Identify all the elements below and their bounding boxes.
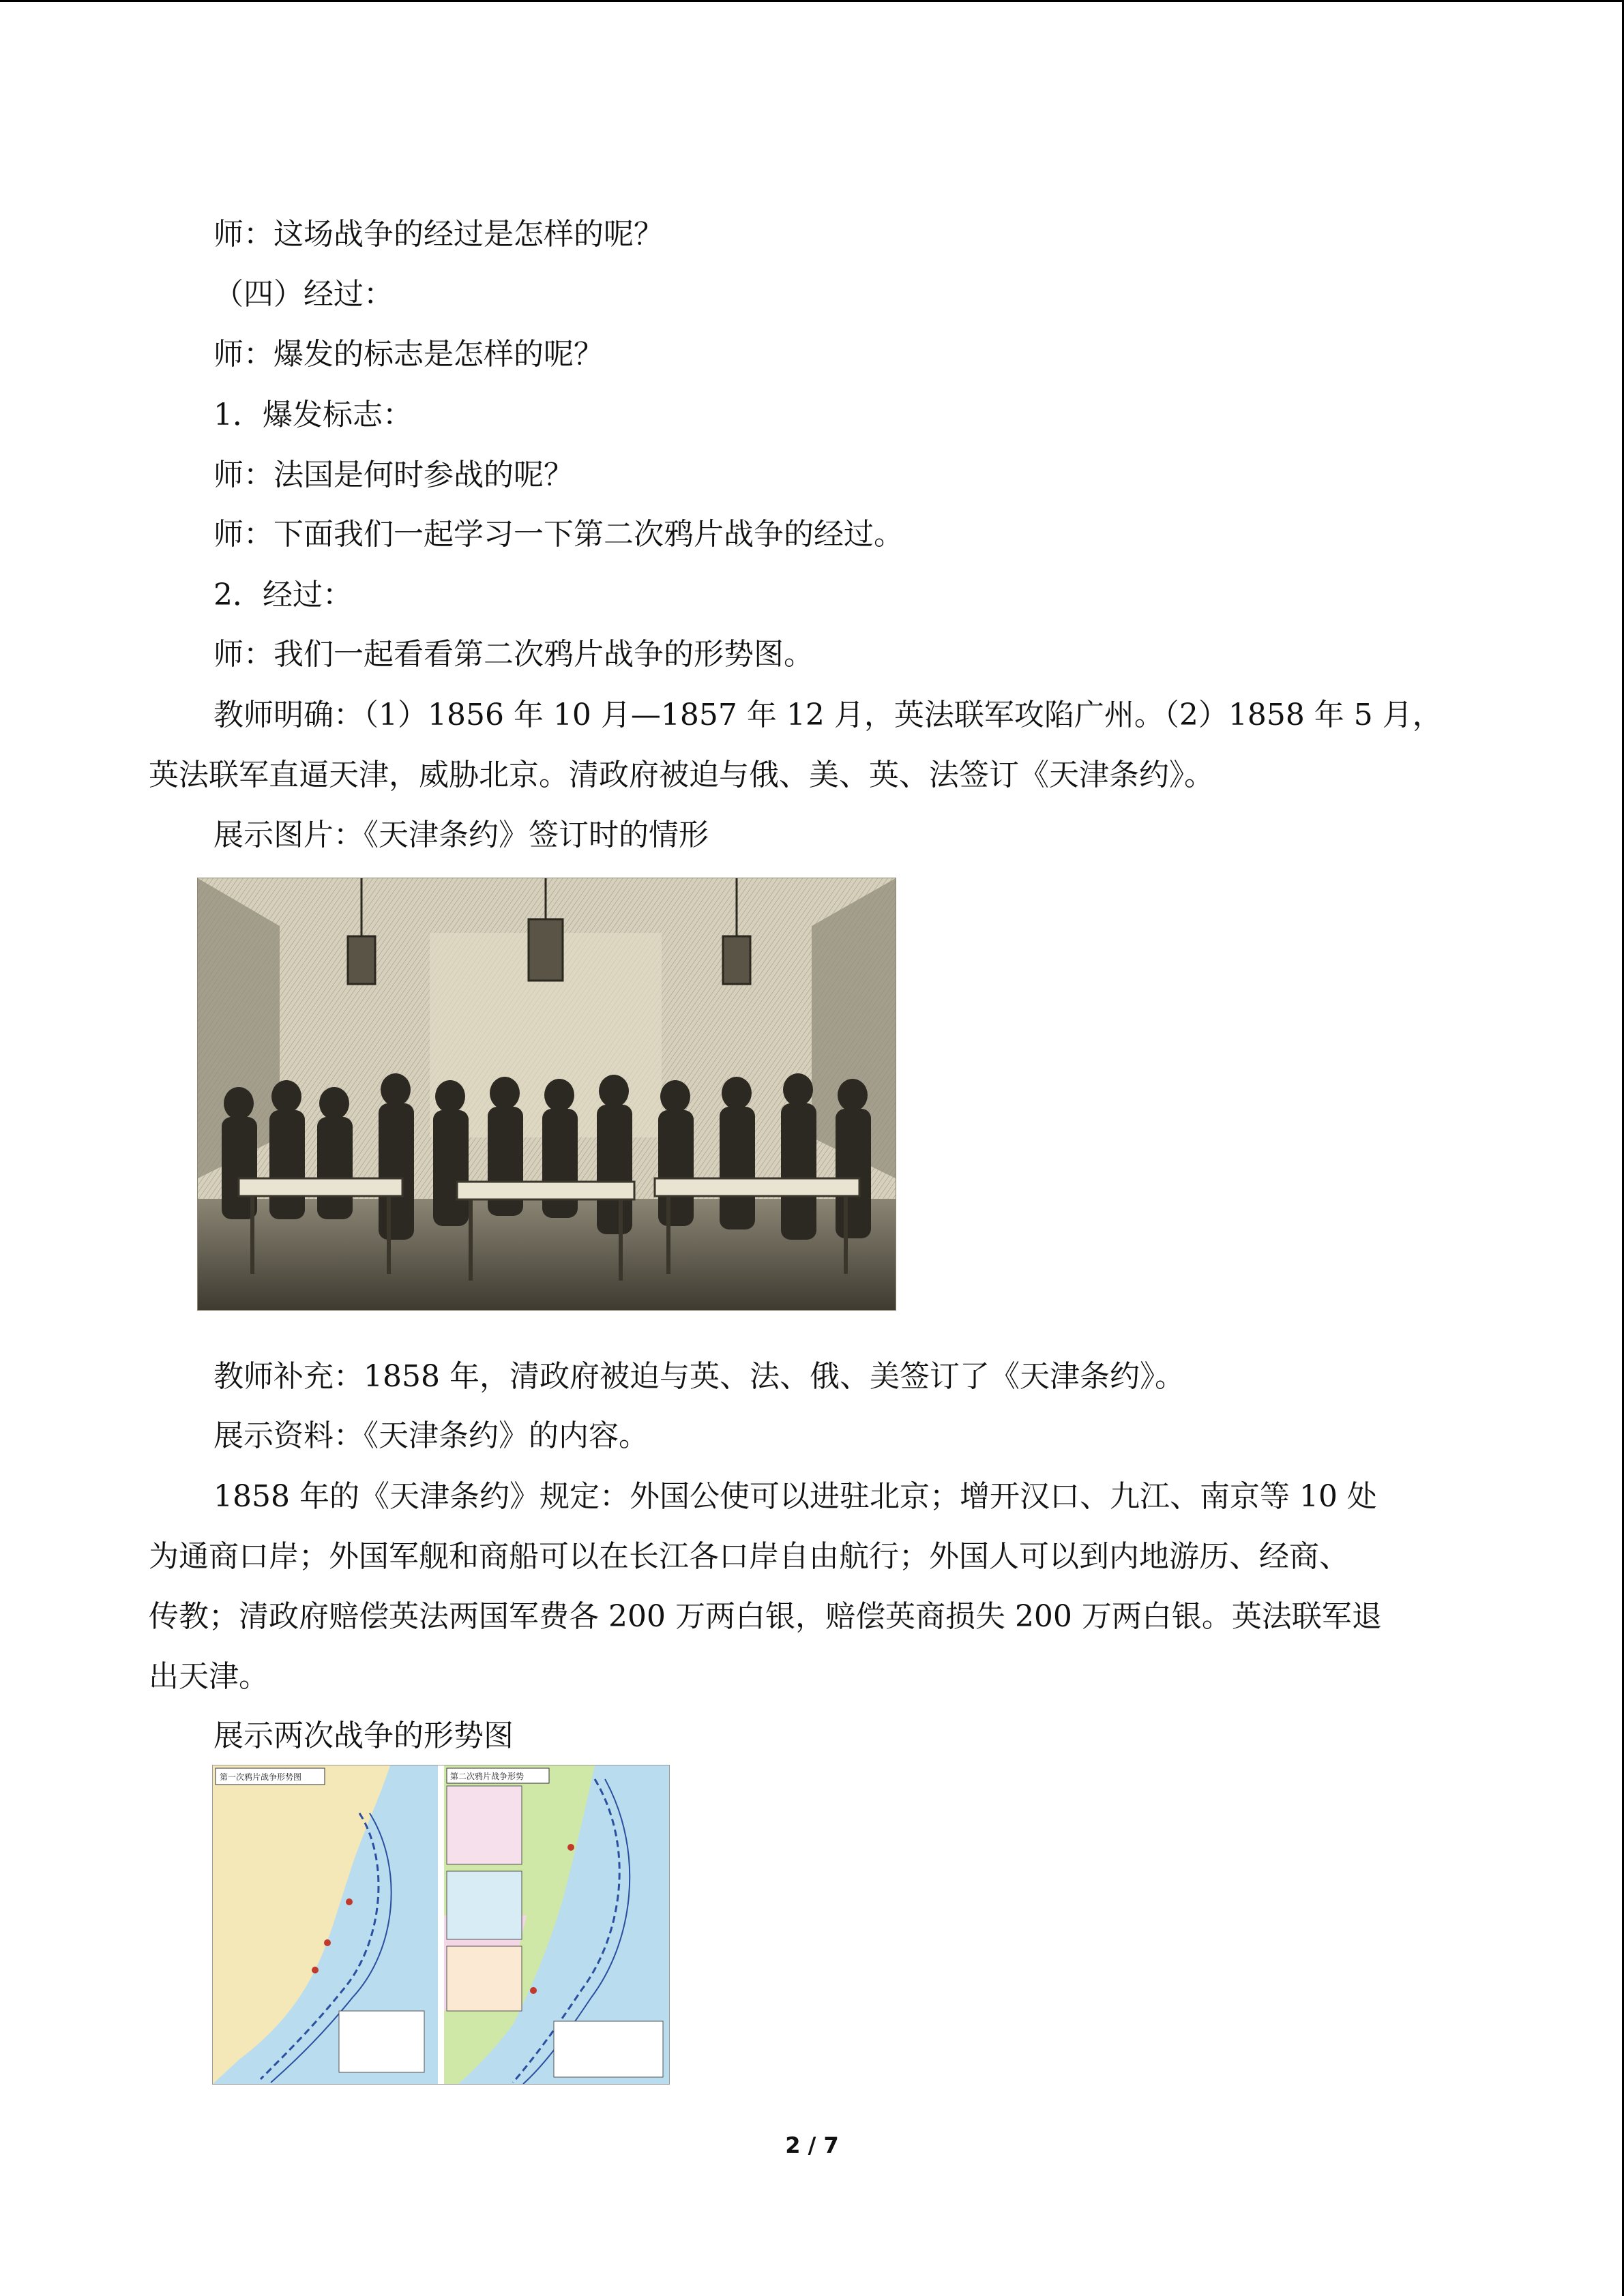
text-line: 师：这场战争的经过是怎样的呢？	[213, 217, 664, 252]
text-line: 展示资料：《天津条约》的内容。	[213, 1418, 649, 1453]
text-line: 师：下面我们一起学习一下第二次鸦片战争的经过。	[213, 517, 904, 552]
war-situation-maps	[212, 1765, 670, 2085]
text-line: 英法联军直逼天津，威胁北京。清政府被迫与俄、美、英、法签订《天津条约》。	[149, 758, 1214, 792]
figure-caption: 展示图片：《天津条约》签订时的情形	[213, 818, 709, 852]
text-line: 教师明确：（1）1856 年 10 月—1857 年 12 月，英法联军攻陷广州。（2）1858 年 5 月，	[213, 698, 1443, 732]
treaty-signing-engraving	[197, 878, 896, 1311]
text-line: 出天津。	[149, 1659, 269, 1694]
map-right-title: 第二次鸦片战争形势	[450, 1772, 525, 1781]
figure-caption: 展示两次战争的形势图	[213, 1718, 514, 1753]
text-line: 师：爆发的标志是怎样的呢？	[213, 337, 604, 372]
section-heading: （四）经过：	[213, 277, 394, 312]
text-line: 为通商口岸；外国军舰和商船可以在长江各口岸自由航行；外国人可以到内地游历、经商、	[149, 1539, 1349, 1574]
subsection-heading: 1．爆发标志：	[213, 398, 413, 432]
map-left-title: 第一次鸦片战争形势图	[220, 1772, 302, 1782]
text-line: 传教；清政府赔偿英法两国军费各 200 万两白银，赔偿英商损失 200 万两白银。英法联军退	[149, 1599, 1382, 1634]
text-line: 1858 年的《天津条约》规定：外国公使可以进驻北京；增开汉口、九江、南京等 10 处	[213, 1479, 1377, 1514]
text-line: 教师补充：1858 年，清政府被迫与英、法、俄、美签订了《天津条约》。	[213, 1359, 1185, 1394]
text-line: 师：法国是何时参战的呢？	[213, 458, 574, 492]
page-number: 2 / 7	[785, 2132, 839, 2158]
text-line: 师：我们一起看看第二次鸦片战争的形势图。	[213, 637, 814, 672]
page-border-top	[0, 0, 1624, 2]
subsection-heading: 2．经过：	[213, 578, 353, 612]
